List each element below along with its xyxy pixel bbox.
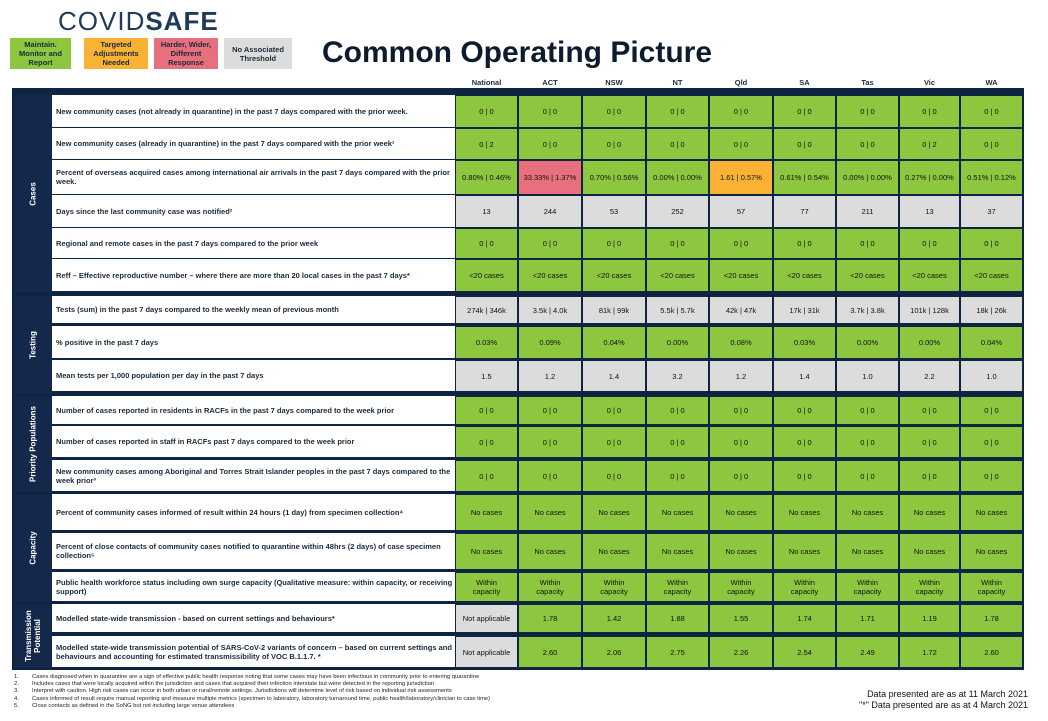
row-description: New community cases among Aboriginal and Torres Strait Islander peoples in the past 7 days compared to the week prior³: [52, 460, 455, 491]
column-header-sa: SA: [799, 78, 810, 87]
table-cell-wa: 18k | 26k: [960, 296, 1023, 324]
row-description: Percent of close contacts of community cases notified to quarantine within 48hrs (2 days) of case specimen collection⁵: [52, 533, 455, 569]
table-cell-tas: 0 | 0: [836, 128, 899, 160]
table-cell-tas: 0 | 0: [836, 460, 899, 492]
row-description: Number of cases reported in residents in RACFs in the past 7 days compared to the week prior: [52, 396, 455, 424]
table-cell-sa: 0 | 0: [773, 228, 836, 259]
table-cell-act: 0 | 0: [518, 396, 582, 425]
table-cell-act: No cases: [518, 494, 582, 531]
table-cell-vic: No cases: [899, 494, 960, 531]
category-label: Priority Populations: [28, 405, 38, 483]
legend-no-threshold: No Associated Threshold: [224, 38, 292, 69]
table-cell-nsw: 0.04%: [582, 326, 646, 359]
column-header-nsw: NSW: [605, 78, 623, 87]
table-cell-tas: 3.7k | 3.8k: [836, 296, 899, 324]
table-cell-act: 2.60: [518, 636, 582, 668]
table-cell-nsw: 0 | 0: [582, 460, 646, 492]
table-cell-vic: 0 | 0: [899, 426, 960, 458]
table-cell-sa: Within capacity: [773, 572, 836, 602]
data-dates: [859, 689, 1028, 711]
footnote-number: 1.: [14, 674, 19, 680]
table-cell-nsw: 0 | 0: [582, 128, 646, 160]
table-cell-qld: No cases: [709, 494, 773, 531]
table-cell-tas: 0 | 0: [836, 95, 899, 128]
category-transmission-potential: [14, 604, 52, 668]
table-cell-act: <20 cases: [518, 259, 582, 292]
table-cell-vic: 0.27% | 0.00%: [899, 160, 960, 195]
table-cell-qld: 1.55: [709, 604, 773, 633]
table-cell-qld: 0.08%: [709, 326, 773, 359]
row-description: New community cases (not already in quarantine) in the past 7 days compared with the prior week.: [52, 95, 455, 127]
table-cell-qld: 0 | 0: [709, 396, 773, 425]
table-cell-vic: 0 | 0: [899, 95, 960, 128]
table-cell-act: 0 | 0: [518, 460, 582, 492]
table-cell-sa: No cases: [773, 494, 836, 531]
table-cell-national: 0 | 0: [455, 426, 518, 458]
table-cell-nsw: No cases: [582, 533, 646, 570]
table-cell-vic: 0 | 2: [899, 128, 960, 160]
table-cell-nt: 0 | 0: [646, 128, 709, 160]
category-priority-populations: [14, 396, 52, 492]
footnote-text: Close contacts as defined in the SoNG but not including large venue attendees: [32, 702, 235, 709]
table-cell-wa: 0 | 0: [960, 228, 1023, 259]
table-cell-wa: 0 | 0: [960, 128, 1023, 160]
table-cell-nt: 0 | 0: [646, 426, 709, 458]
table-cell-act: 0 | 0: [518, 128, 582, 160]
page-title: Common Operating Picture: [322, 36, 713, 69]
table-cell-wa: Within capacity: [960, 572, 1023, 602]
table-cell-act: 1.78: [518, 604, 582, 633]
table-cell-nt: 1.88: [646, 604, 709, 633]
category-capacity: [14, 494, 52, 602]
table-cell-tas: 0.00%: [836, 326, 899, 359]
table-cell-sa: 0.03%: [773, 326, 836, 359]
category-cases: [14, 95, 52, 292]
table-cell-national: 0 | 0: [455, 396, 518, 425]
row-description: New community cases (already in quarantine) in the past 7 days compared with the prior week¹: [52, 128, 455, 159]
table-cell-act: 1.2: [518, 360, 582, 392]
table-cell-national: Within capacity: [455, 572, 518, 602]
table-cell-qld: <20 cases: [709, 259, 773, 292]
footnote-number: 5.: [14, 702, 19, 709]
table-cell-national: No cases: [455, 494, 518, 531]
table-cell-act: No cases: [518, 533, 582, 570]
table-cell-nt: <20 cases: [646, 259, 709, 292]
table-cell-nsw: No cases: [582, 494, 646, 531]
table-cell-vic: 0 | 0: [899, 460, 960, 492]
table-cell-nsw: 0 | 0: [582, 95, 646, 128]
table-cell-nt: 0 | 0: [646, 228, 709, 259]
table-cell-vic: 0 | 0: [899, 396, 960, 425]
table-cell-wa: No cases: [960, 494, 1023, 531]
table-cell-nt: 0.00% | 0.00%: [646, 160, 709, 195]
footnotes: [14, 674, 490, 710]
table-cell-sa: 0 | 0: [773, 460, 836, 492]
table-cell-qld: 0 | 0: [709, 426, 773, 458]
table-cell-qld: 0 | 0: [709, 95, 773, 128]
row-description: Percent of community cases informed of result within 24 hours (1 day) from specimen collection⁴: [52, 494, 455, 530]
table-cell-sa: 0 | 0: [773, 95, 836, 128]
table-cell-nsw: 53: [582, 195, 646, 228]
legend-targeted: Targeted Adjustments Needed: [84, 38, 148, 69]
footnote-item: [14, 703, 490, 710]
table-cell-national: 274k | 346k: [455, 296, 518, 324]
table-cell-sa: 1.4: [773, 360, 836, 392]
date-line-2: "*" Data presented are as at 4 March 2021: [859, 700, 1028, 710]
table-cell-sa: 77: [773, 195, 836, 228]
table-cell-national: 0 | 0: [455, 228, 518, 259]
table-cell-nt: 0 | 0: [646, 460, 709, 492]
table-cell-tas: 1.0: [836, 360, 899, 392]
table-cell-tas: 211: [836, 195, 899, 228]
table-cell-national: 1.5: [455, 360, 518, 392]
row-description: % positive in the past 7 days: [52, 326, 455, 358]
table-cell-tas: 2.49: [836, 636, 899, 668]
table-cell-wa: 0 | 0: [960, 95, 1023, 128]
table-cell-vic: No cases: [899, 533, 960, 570]
table-cell-vic: 0.00%: [899, 326, 960, 359]
column-header-nt: NT: [672, 78, 683, 87]
table-cell-act: Within capacity: [518, 572, 582, 602]
table-cell-wa: 1.78: [960, 604, 1023, 633]
table-cell-sa: No cases: [773, 533, 836, 570]
table-cell-vic: 0 | 0: [899, 228, 960, 259]
table-cell-national: Not applicable: [455, 604, 518, 633]
row-description: Modelled state-wide transmission potential of SARS-CoV-2 variants of concern – based on current settings and behaviours and accounting for estimated transmissibility of VOC B.1.1.7. *: [52, 636, 455, 667]
row-description: Mean tests per 1,000 population per day in the past 7 days: [52, 360, 455, 391]
table-cell-national: No cases: [455, 533, 518, 570]
row-description: Number of cases reported in staff in RACFs past 7 days compared to the week prior: [52, 426, 455, 457]
table-cell-qld: 1.61 | 0.57%: [709, 160, 773, 195]
legend-maintain: Maintain. Monitor and Report: [10, 38, 71, 69]
table-cell-sa: <20 cases: [773, 259, 836, 292]
table-cell-nt: No cases: [646, 533, 709, 570]
table-cell-wa: 37: [960, 195, 1023, 228]
table-cell-nt: 0 | 0: [646, 95, 709, 128]
table-cell-qld: 57: [709, 195, 773, 228]
table-cell-act: 33.33% | 1.37%: [518, 160, 582, 195]
table-cell-wa: 2.60: [960, 636, 1023, 668]
column-header-act: ACT: [542, 78, 558, 87]
table-cell-sa: 1.74: [773, 604, 836, 633]
footnote-item: [14, 674, 490, 681]
row-description: Reff – Effective reproductive number – where there are more than 20 local cases in the past 7 days*: [52, 259, 455, 291]
column-header-national: National: [471, 78, 502, 87]
table-cell-act: 0 | 0: [518, 426, 582, 458]
table-cell-wa: 0 | 0: [960, 426, 1023, 458]
table-cell-national: 13: [455, 195, 518, 228]
table-cell-vic: Within capacity: [899, 572, 960, 602]
table-cell-nsw: 0 | 0: [582, 396, 646, 425]
footnote-item: [14, 688, 490, 695]
table-cell-act: 0 | 0: [518, 95, 582, 128]
table-cell-qld: 42k | 47k: [709, 296, 773, 324]
table-cell-wa: 0 | 0: [960, 460, 1023, 492]
table-cell-wa: 0 | 0: [960, 396, 1023, 425]
table-cell-vic: 1.72: [899, 636, 960, 668]
footnote-number: 3.: [14, 688, 19, 695]
table-cell-national: 0.03%: [455, 326, 518, 359]
table-cell-nt: No cases: [646, 494, 709, 531]
footnote-text: Interpret with caution. High risk cases can occur in both urban or rural/remote settings. Jurisdictions will determine level of risk based on individual risk assessments: [32, 688, 452, 695]
table-cell-national: 0 | 0: [455, 95, 518, 128]
table-cell-nt: Within capacity: [646, 572, 709, 602]
footnote-text: Includes cases that were locally acquired within the jurisdiction and cases that acquired their infection interstate but were detected in the reporting jurisdiction: [32, 681, 435, 688]
table-cell-tas: 0 | 0: [836, 426, 899, 458]
table-cell-vic: 1.19: [899, 604, 960, 633]
footnote-item: [14, 681, 490, 688]
row-description: Modelled state-wide transmission - based on current settings and behaviours*: [52, 604, 455, 632]
footnote-number: 4.: [14, 695, 19, 702]
table-cell-sa: 17k | 31k: [773, 296, 836, 324]
table-cell-qld: 2.26: [709, 636, 773, 668]
row-description: Tests (sum) in the past 7 days compared to the weekly mean of previous month: [52, 296, 455, 323]
row-description: Regional and remote cases in the past 7 days compared to the prior week: [52, 228, 455, 258]
table-cell-tas: <20 cases: [836, 259, 899, 292]
table-cell-qld: 0 | 0: [709, 460, 773, 492]
table-cell-nsw: <20 cases: [582, 259, 646, 292]
table-cell-act: 0.09%: [518, 326, 582, 359]
table-cell-sa: 0 | 0: [773, 128, 836, 160]
table-cell-qld: 1.2: [709, 360, 773, 392]
column-header-tas: Tas: [861, 78, 874, 87]
table-cell-wa: 0.04%: [960, 326, 1023, 359]
footnote-number: 2.: [14, 681, 19, 688]
table-cell-tas: 0.00% | 0.00%: [836, 160, 899, 195]
table-cell-tas: No cases: [836, 533, 899, 570]
table-cell-tas: 1.71: [836, 604, 899, 633]
table-cell-act: 0 | 0: [518, 228, 582, 259]
table-cell-national: 0 | 0: [455, 460, 518, 492]
column-header-wa: WA: [985, 78, 998, 87]
table-cell-national: <20 cases: [455, 259, 518, 292]
table-cell-tas: 0 | 0: [836, 228, 899, 259]
table-cell-act: 244: [518, 195, 582, 228]
table-cell-tas: 0 | 0: [836, 396, 899, 425]
row-description: Percent of overseas acquired cases among international air arrivals in the past 7 days compared with the prior week.: [52, 160, 455, 194]
table-cell-nt: 2.75: [646, 636, 709, 668]
table-cell-sa: 0 | 0: [773, 396, 836, 425]
table-cell-sa: 0.61% | 0.54%: [773, 160, 836, 195]
table-cell-nsw: 0 | 0: [582, 426, 646, 458]
table-cell-nsw: 1.4: [582, 360, 646, 392]
footnote-text: Cases diagnosed when in quarantine are a sign of effective public health response noting that some cases may have been infectious in community prior to entering quarantine: [32, 674, 480, 680]
table-cell-nt: 252: [646, 195, 709, 228]
table-cell-national: Not applicable: [455, 636, 518, 668]
category-label: Capacity: [28, 531, 38, 565]
table-cell-nsw: 0 | 0: [582, 228, 646, 259]
table-cell-nsw: Within capacity: [582, 572, 646, 602]
table-cell-wa: No cases: [960, 533, 1023, 570]
table-cell-sa: 2.54: [773, 636, 836, 668]
row-description: Days since the last community case was notified²: [52, 195, 455, 227]
table-cell-national: 0 | 2: [455, 128, 518, 160]
table-cell-nt: 3.2: [646, 360, 709, 392]
footnote-item: [14, 696, 490, 703]
legend-harder: Harder, Wider, Different Response: [154, 38, 218, 69]
table-cell-vic: <20 cases: [899, 259, 960, 292]
table-cell-qld: No cases: [709, 533, 773, 570]
table-cell-tas: No cases: [836, 494, 899, 531]
table-cell-act: 3.5k | 4.0k: [518, 296, 582, 324]
table-cell-wa: 0.51% | 0.12%: [960, 160, 1023, 195]
category-label: Transmission Potential: [24, 610, 42, 662]
table-cell-vic: 2.2: [899, 360, 960, 392]
table-cell-vic: 101k | 128k: [899, 296, 960, 324]
column-header-vic: Vic: [923, 78, 936, 87]
category-label: Cases: [28, 181, 38, 206]
table-cell-nsw: 2.06: [582, 636, 646, 668]
table-cell-nt: 0.00%: [646, 326, 709, 359]
table-cell-sa: 0 | 0: [773, 426, 836, 458]
table-cell-nsw: 81k | 99k: [582, 296, 646, 324]
table-cell-nsw: 1.42: [582, 604, 646, 633]
table-cell-national: 0.80% | 0.46%: [455, 160, 518, 195]
table-cell-wa: 1.0: [960, 360, 1023, 392]
row-description: Public health workforce status including own surge capacity (Qualitative measure: within capacity, or receiving support): [52, 572, 455, 601]
table-cell-qld: 0 | 0: [709, 128, 773, 160]
table-cell-wa: <20 cases: [960, 259, 1023, 292]
table-cell-qld: Within capacity: [709, 572, 773, 602]
table-cell-vic: 13: [899, 195, 960, 228]
table-cell-qld: 0 | 0: [709, 228, 773, 259]
category-label: Testing: [28, 331, 38, 359]
footnote-text: Cases informed of result require manual reporting and measure multiple metrics (specimen to laboratory, laboratory turnaround time, public health/laboratory/clinician to case time): [32, 695, 491, 702]
covidsafe-logo: COVIDSAFE: [58, 6, 219, 36]
category-testing: [14, 296, 52, 394]
table-cell-nt: 5.5k | 5.7k: [646, 296, 709, 324]
table-cell-nsw: 0.70% | 0.56%: [582, 160, 646, 195]
date-line-1: Data presented are as at 11 March 2021: [867, 689, 1028, 699]
table-cell-nt: 0 | 0: [646, 396, 709, 425]
table-cell-tas: Within capacity: [836, 572, 899, 602]
column-header-qld: Qld: [734, 78, 748, 87]
